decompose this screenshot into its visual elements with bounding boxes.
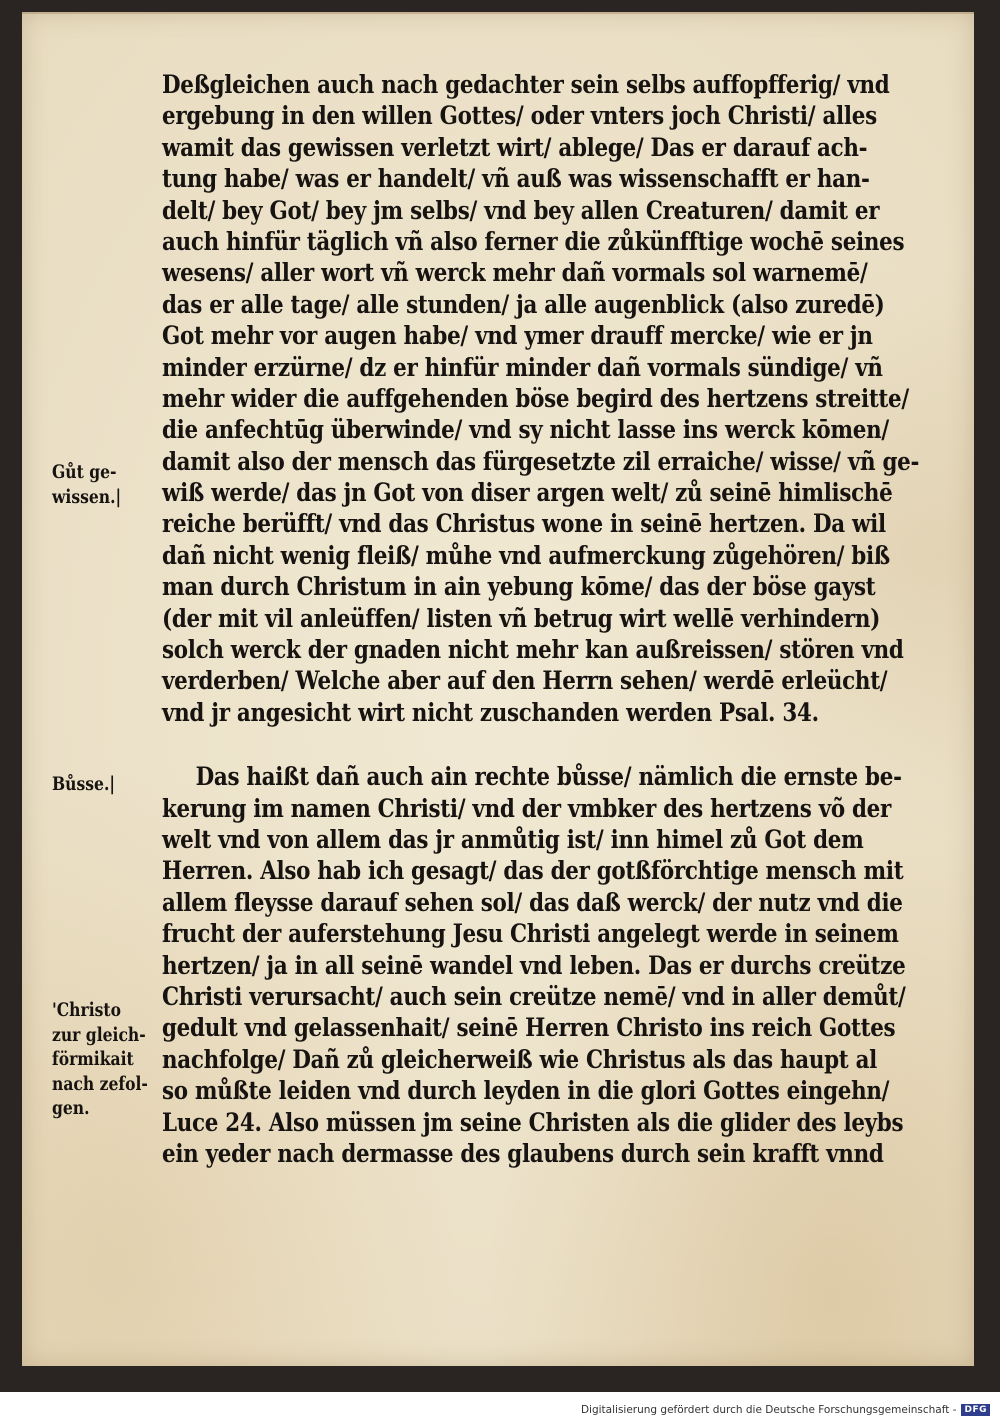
text-line: Deßgleichen auch nach gedachter sein selbs auffopfferig/ vnd bbox=[162, 70, 890, 100]
text-line: mehr wider die auffgehenden böse begird des hertzens streitte/ bbox=[162, 383, 909, 414]
margin-note-line: wissen.| bbox=[52, 485, 122, 508]
text-line: wamit das gewissen verletzt wirt/ ablege/ Das er darauf ach- bbox=[162, 132, 868, 163]
text-line: Herren. Also hab ich gesagt/ das der gotßförchtige mensch mit bbox=[162, 856, 904, 887]
text-line: ein yeder nach dermasse des glaubens durch sein krafft vnnd bbox=[162, 1138, 884, 1169]
text-line: Luce 24. Also müssen jm seine Christen als die glider des leybs bbox=[162, 1107, 904, 1138]
footer-text: Digitalisierung gefördert durch die Deutsche Forschungsgemeinschaft - bbox=[580, 1404, 957, 1416]
margin-note-line: 'Christo bbox=[52, 999, 121, 1021]
text-line: reiche berüfft/ vnd das Christus wone in seinē hertzen. Da wil bbox=[162, 509, 886, 540]
margin-note-line: gen. bbox=[52, 1097, 90, 1119]
text-line: dañ nicht wenig fleiß/ můhe vnd aufmerckung zůgehören/ biß bbox=[162, 540, 890, 571]
text-line: wesens/ aller wort vñ werck mehr dañ vormals sol warnemē/ bbox=[162, 258, 868, 289]
text-line: Christi verursacht/ auch sein creütze nemē/ vnd in aller demůt/ bbox=[162, 981, 906, 1012]
text-line: delt/ bey Got/ bey jm selbs/ vnd bey allen Creaturen/ damit er bbox=[162, 195, 880, 226]
margin-note-busse bbox=[52, 772, 115, 797]
text-line: hertzen/ ja in all seinē wandel vnd leben. Das er durchs creütze bbox=[162, 950, 906, 981]
text-line: vnd jr angesicht wirt nicht zuschanden werden Psal. 34. bbox=[162, 697, 819, 728]
margin-note-christo bbox=[52, 998, 148, 1121]
text-line: minder erzürne/ dz er hinfür minder dañ vormals sündige/ vñ bbox=[162, 352, 883, 383]
margin-note-gewissen bbox=[52, 460, 121, 509]
margin-note-line: nach zefol- bbox=[52, 1072, 148, 1095]
margin-note-line: förmikait bbox=[52, 1048, 134, 1070]
text-line: (der mit vil anleüffen/ listen vñ betrug wirt wellē verhindern) bbox=[162, 603, 881, 634]
text-line: Das haißt dañ auch ain rechte bůsse/ nämlich die ernste be- bbox=[195, 762, 902, 793]
paragraph-2 bbox=[162, 762, 910, 1170]
text-line: allem fleysse darauf sehen sol/ das daß werck/ der nutz vnd die bbox=[162, 887, 903, 918]
text-line: welt vnd von allem das jr anmůtig ist/ inn himel zů Got dem bbox=[162, 824, 864, 855]
text-line: man durch Christum in ain yebung kōme/ das der böse gayst bbox=[162, 572, 876, 603]
text-line: das er alle tage/ alle stunden/ ja alle augenblick (also zuredē) bbox=[162, 289, 885, 320]
text-line: damit also der mensch das fürgesetzte zil erraiche/ wisse/ vñ ge- bbox=[162, 446, 920, 477]
text-line: wiß werde/ das jn Got von diser argen welt/ zů seinē himlischē bbox=[162, 478, 893, 509]
dfg-logo: DFG bbox=[961, 1404, 990, 1416]
main-text bbox=[162, 70, 920, 1170]
text-line: die anfechtūg überwinde/ vnd sy nicht lasse ins werck kōmen/ bbox=[162, 415, 889, 446]
paragraph-1 bbox=[162, 70, 920, 729]
text-line: so můßte leiden vnd durch leyden in die glori Gottes eingehn/ bbox=[162, 1076, 890, 1107]
text-line: gedult vnd gelassenhait/ seinē Herren Christo ins reich Gottes bbox=[162, 1013, 896, 1044]
text-line: auch hinfür täglich vñ also ferner die zůkünfftige wochē seines bbox=[162, 226, 905, 257]
margin-note-line: Gůt ge- bbox=[52, 461, 117, 483]
margin-note-line: zur gleich- bbox=[52, 1023, 146, 1046]
text-line: tung habe/ was er handelt/ vñ auß was wissenschafft er han- bbox=[162, 164, 870, 195]
text-line: nachfolge/ Dañ zů gleicherweiß wie Christus als das haupt al bbox=[162, 1044, 878, 1075]
text-line: Got mehr vor augen habe/ vnd ymer drauff mercke/ wie er jn bbox=[162, 321, 873, 352]
text-line: verderben/ Welche aber auf den Herrn sehen/ werdē erleücht/ bbox=[162, 666, 888, 697]
text-line: ergebung in den willen Gottes/ oder vnters joch Christi/ alles bbox=[162, 101, 877, 132]
margin-note-line: Bůsse.| bbox=[52, 773, 116, 795]
digitization-footer bbox=[581, 1404, 990, 1416]
text-line: kerung im namen Christi/ vnd der vmbker des hertzens võ der bbox=[162, 793, 892, 824]
text-line: solch werck der gnaden nicht mehr kan außreissen/ stören vnd bbox=[162, 635, 904, 666]
text-line: frucht der auferstehung Jesu Christi angelegt werde in seinem bbox=[162, 919, 899, 950]
